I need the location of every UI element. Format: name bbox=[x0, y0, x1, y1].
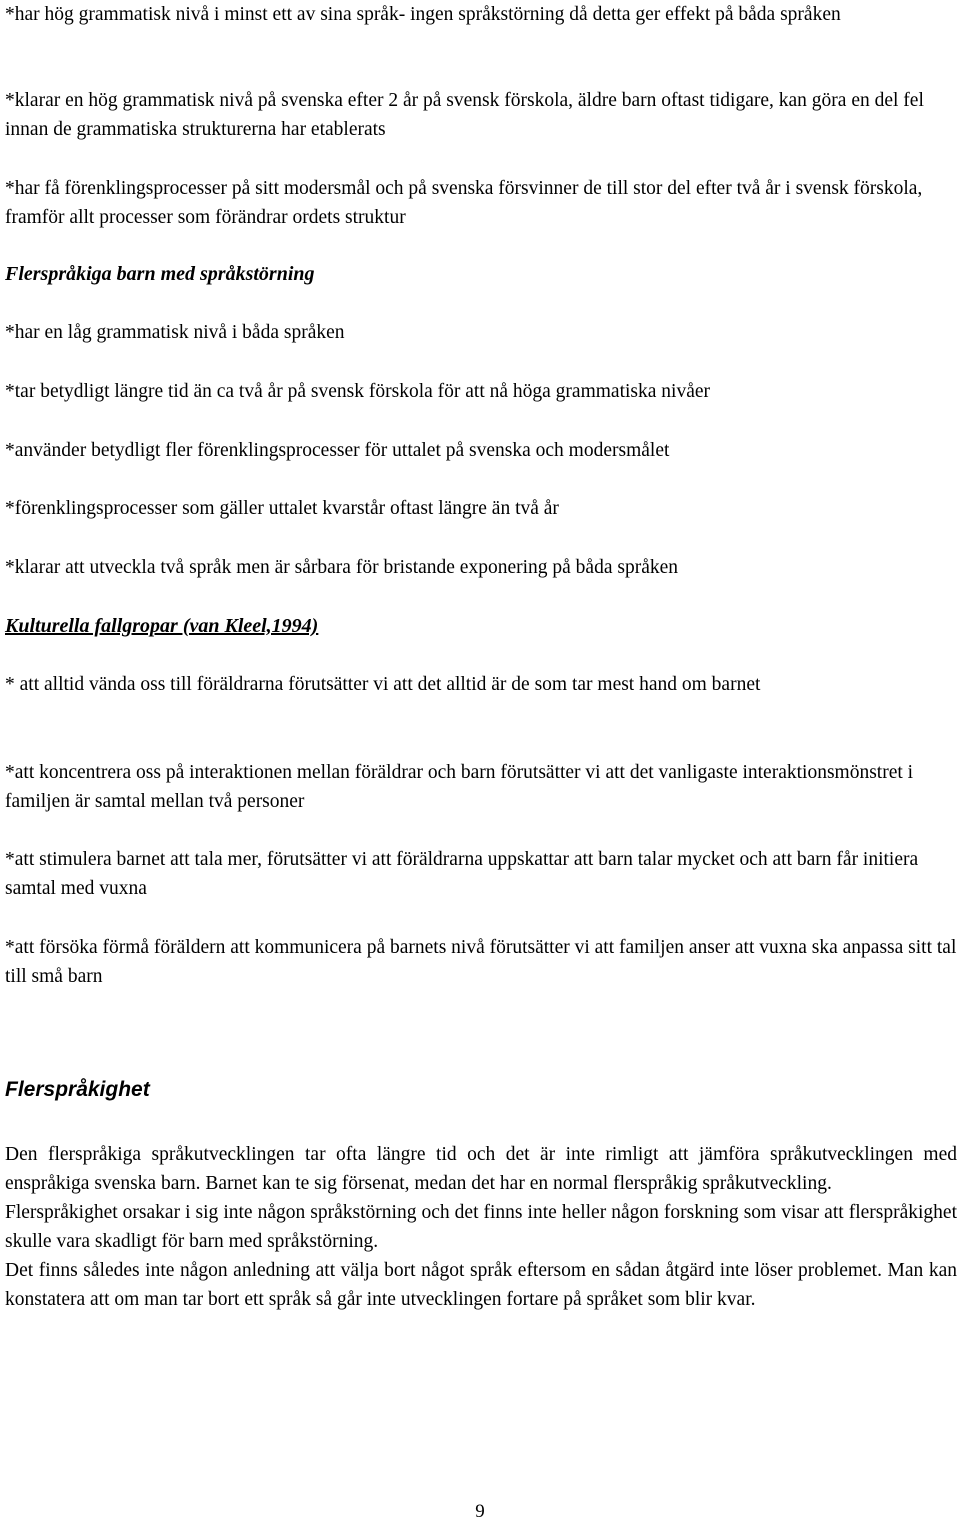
disorder-item-4: *förenklingsprocesser som gäller uttalet kvarstår oftast längre än två år bbox=[5, 498, 559, 519]
cultural-item-1: * att alltid vända oss till föräldrarna förutsätter vi att det alltid är de som tar mest hand om barnet bbox=[5, 674, 761, 695]
page-number: 9 bbox=[475, 1501, 485, 1522]
multilingualism-paragraph-1: Den flerspråkiga språkutvecklingen tar ofta längre tid och det är inte rimligt att jämföra språkutvecklingen med enspråkiga svenska barn. Barnet kan te sig försenat, medan det har en normal flerspråkig språkutveckling. bbox=[5, 1144, 957, 1194]
disorder-item-1: *har en låg grammatisk nivå i båda språken bbox=[5, 322, 345, 343]
cultural-item-2: *att koncentrera oss på interaktionen mellan föräldrar och barn förutsätter vi att det vanligaste interaktionsmönstret i familjen är samtal mellan två personer bbox=[5, 762, 914, 812]
multilingualism-paragraph-2: Flerspråkighet orsakar i sig inte någon språkstörning och det finns inte heller någon forskning som visar att flerspråkighet skulle vara skadligt för barn med språkstörning. bbox=[5, 1202, 957, 1252]
multilingualism-body bbox=[5, 1140, 957, 1314]
cultural-heading: Kulturella fallgropar (van Kleel,1994) bbox=[5, 615, 319, 637]
multilingualism-heading: Flerspråkighet bbox=[5, 1078, 150, 1101]
disorder-item-5: *klarar att utveckla två språk men är sårbara för bristande exponering på båda språken bbox=[5, 557, 678, 578]
cultural-item-4: *att försöka förmå föräldern att kommunicera på barnets nivå förutsätter vi att familjen anser att vuxna ska anpassa sitt tal till små barn bbox=[5, 937, 957, 987]
typical-item-2: *klarar en hög grammatisk nivå på svenska efter 2 år på svensk förskola, äldre barn oftast tidigare, kan göra en del fel innan de grammatiska strukturerna har etablerats bbox=[5, 90, 924, 140]
disorder-item-2: *tar betydligt längre tid än ca två år på svensk förskola för att nå höga grammatiska nivåer bbox=[5, 381, 710, 402]
typical-item-3: *har få förenklingsprocesser på sitt modersmål och på svenska försvinner de till stor del efter två år i svensk förskola, framför allt processer som förändrar ordets struktur bbox=[5, 178, 923, 228]
disorder-heading: Flerspråkiga barn med språkstörning bbox=[5, 263, 315, 285]
multilingualism-paragraph-3: Det finns således inte någon anledning att välja bort något språk eftersom en sådan åtgärd inte löser problemet. Man kan konstatera att om man tar bort ett språk så går inte utvecklingen fortare på språket som blir kvar. bbox=[5, 1260, 957, 1310]
typical-item-1: *har hög grammatisk nivå i minst ett av sina språk- ingen språkstörning då detta ger effekt på båda språken bbox=[5, 4, 841, 25]
disorder-item-3: *använder betydligt fler förenklingsprocesser för uttalet på svenska och modersmålet bbox=[5, 440, 670, 461]
cultural-item-3: *att stimulera barnet att tala mer, förutsätter vi att föräldrarna uppskattar att barn talar mycket och att barn får initiera samtal med vuxna bbox=[5, 849, 919, 899]
